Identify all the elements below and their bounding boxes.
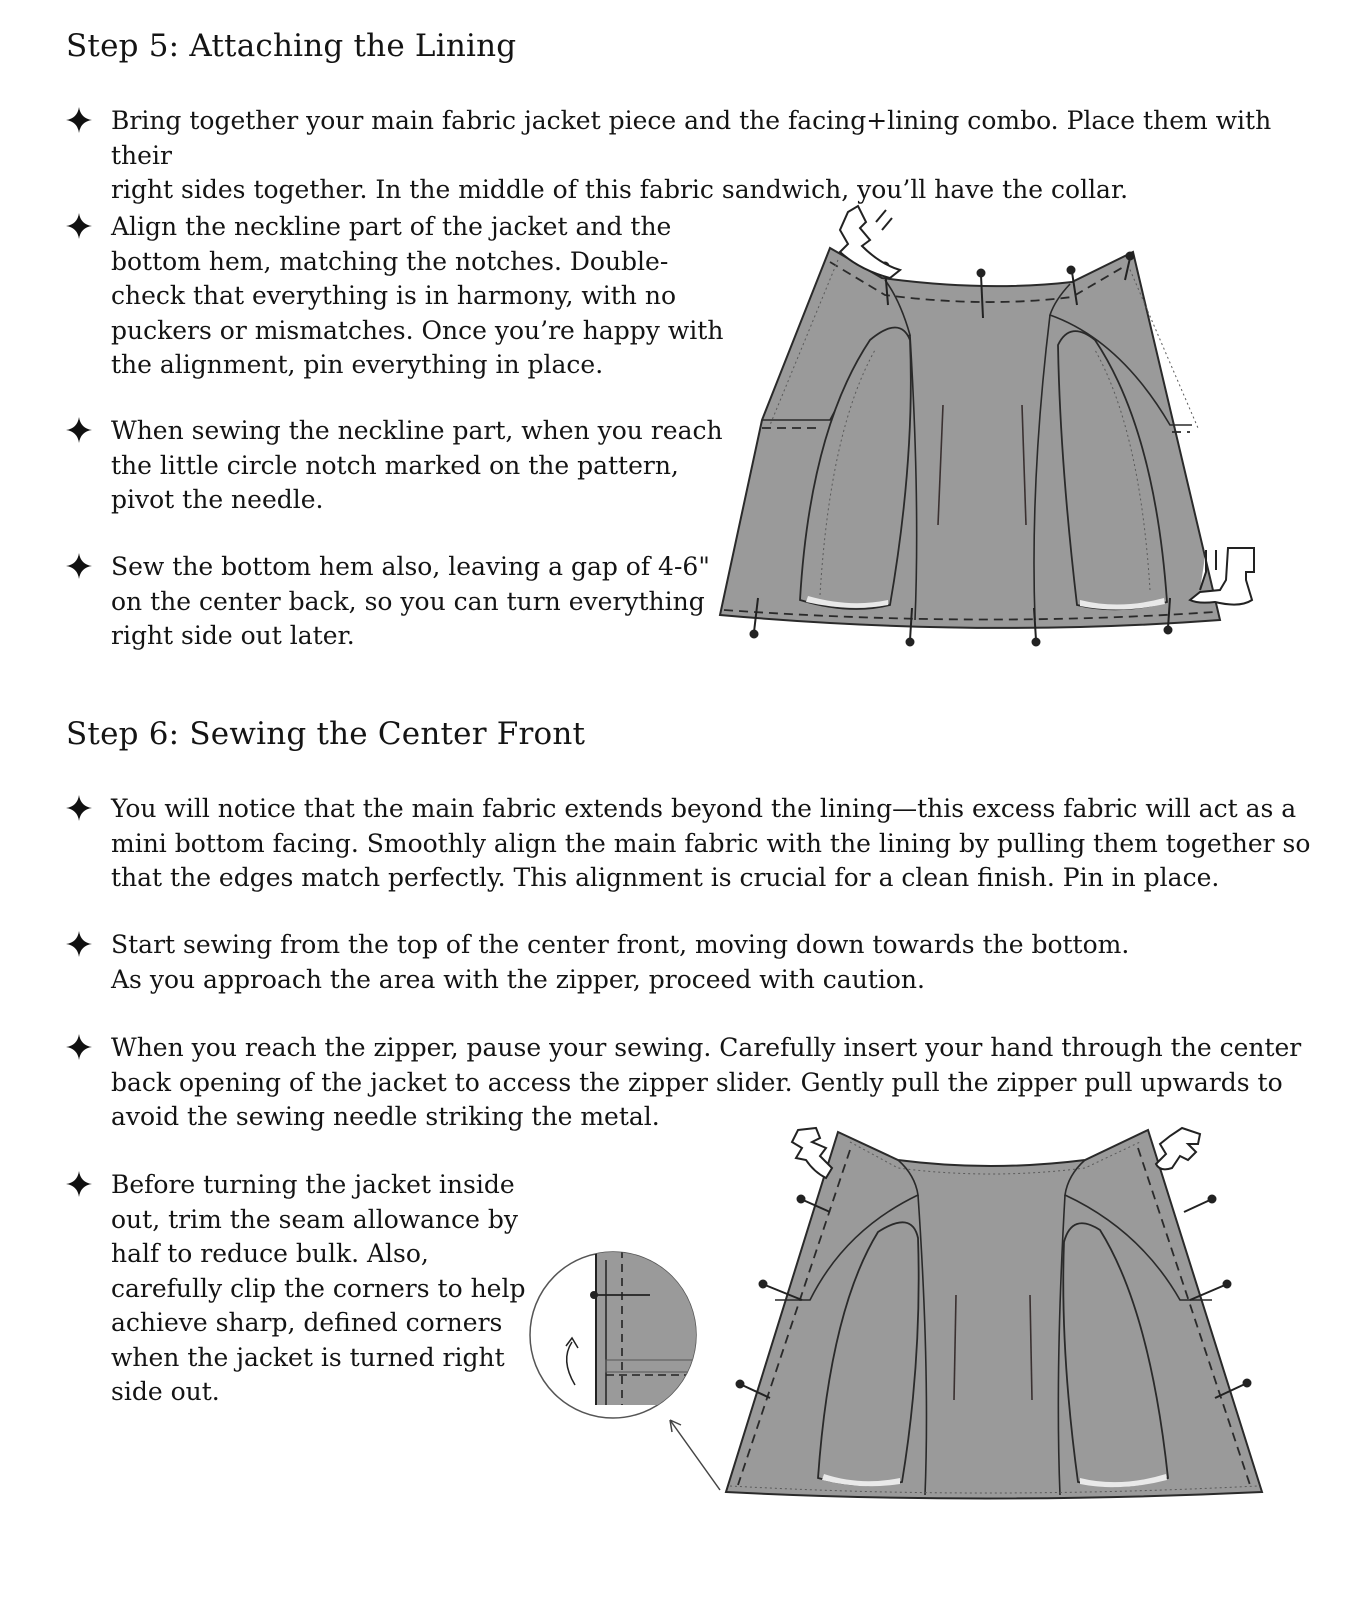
four-point-star-icon — [66, 213, 92, 239]
corner-detail-zoom — [530, 1240, 716, 1418]
step5-bullet-1-text: Bring together your main fabric jacket piece and the facing+lining combo. Place them with their right sides together. In the middle of this fabric sandwich, you’ll have the collar. — [111, 106, 1272, 204]
step6-bullet-4-text: Before turning the jacket inside out, trim the seam allowance by half to reduce bulk. Also, carefully clip the corners to help achieve sharp, defined corners when the jacket is turned right side out. — [111, 1170, 526, 1406]
step5-jacket-lining-illustration — [700, 200, 1270, 655]
four-point-star-icon — [66, 417, 92, 443]
step5-heading: Step 5: Attaching the Lining — [66, 28, 517, 64]
four-point-star-icon — [66, 1171, 92, 1197]
step6-bullet-3-text: When you reach the zipper, pause your sewing. Carefully insert your hand through the center back opening of the jacket to access the zipper slider. Gently pull the zipper pull upwards to avoid the sewing needle striking the metal. — [111, 1033, 1302, 1131]
presser-foot-icon — [1156, 1128, 1200, 1169]
step6-heading: Step 6: Sewing the Center Front — [66, 716, 586, 752]
step5-bullet-4-text: Sew the bottom hem also, leaving a gap of 4-6" on the center back, so you can turn everything right side out later. — [111, 552, 710, 650]
step5-bullet-2-text: Align the neckline part of the jacket and the bottom hem, matching the notches. Double- check that everything is in harmony, with no puckers or mismatches. Once you’re happy with the alignment, pin everything in place. — [111, 212, 724, 379]
step6-bullet-1-text: You will notice that the main fabric extends beyond the lining—this excess fabric will act as a mini bottom facing. Smoothly align the main fabric with the lining by pulling them together so that the edges match perfectly. This alignment is crucial for a clean finish. Pin in place. — [111, 794, 1311, 892]
four-point-star-icon — [66, 795, 92, 821]
four-point-star-icon — [66, 1034, 92, 1060]
four-point-star-icon — [66, 107, 92, 133]
presser-foot-icon — [792, 1128, 832, 1178]
step6-bullet-2-text: Start sewing from the top of the center front, moving down towards the bottom. As you approach the area with the zipper, proceed with caution. — [111, 930, 1130, 994]
four-point-star-icon — [66, 931, 92, 957]
four-point-star-icon — [66, 553, 92, 579]
step5-bullet-3-text: When sewing the neckline part, when you reach the little circle notch marked on the pattern, pivot the needle. — [111, 416, 723, 514]
step6-center-front-illustration — [520, 1120, 1280, 1500]
